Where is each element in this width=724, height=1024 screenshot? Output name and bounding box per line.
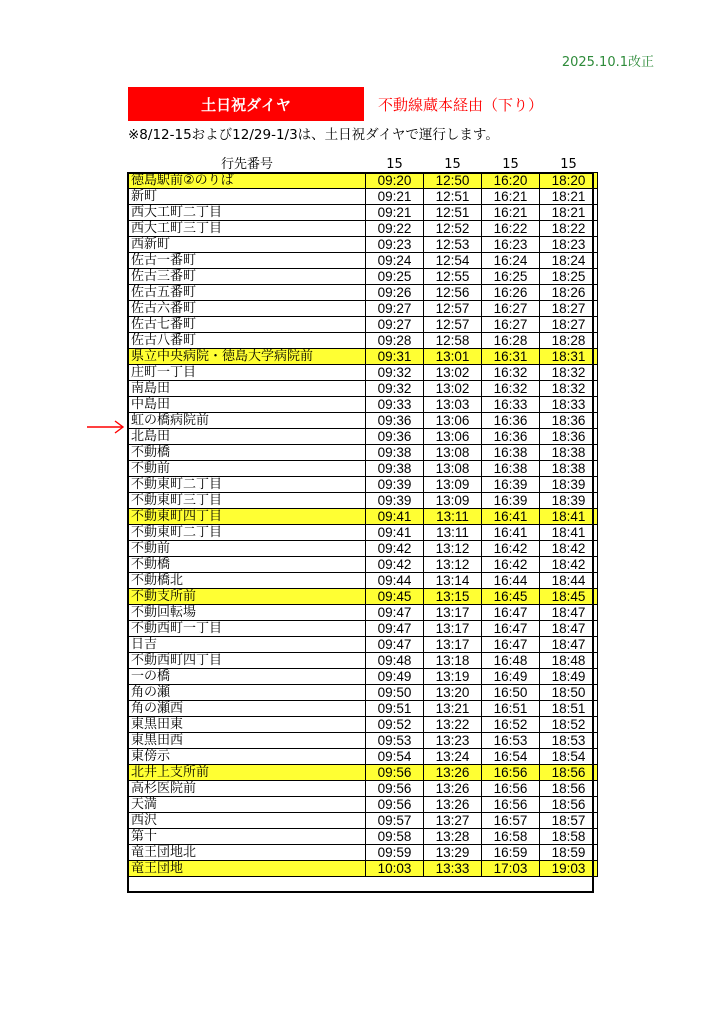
stop-name: 西大工町二丁目 — [129, 205, 366, 221]
departure-time: 16:32 — [482, 365, 540, 381]
departure-time: 13:06 — [424, 429, 482, 445]
departure-time: 18:28 — [540, 333, 598, 349]
departure-time: 18:39 — [540, 493, 598, 509]
departure-time: 12:57 — [424, 301, 482, 317]
departure-time: 13:22 — [424, 717, 482, 733]
departure-time: 16:45 — [482, 589, 540, 605]
departure-time: 17:03 — [482, 861, 540, 877]
departure-time: 16:47 — [482, 605, 540, 621]
departure-time: 09:28 — [366, 333, 424, 349]
departure-time: 09:22 — [366, 221, 424, 237]
table-row — [129, 861, 598, 877]
stop-name: 日吉 — [129, 637, 366, 653]
table-row — [129, 317, 598, 333]
departure-time: 16:22 — [482, 221, 540, 237]
departure-time: 18:21 — [540, 205, 598, 221]
departure-time: 16:42 — [482, 557, 540, 573]
departure-time: 09:38 — [366, 445, 424, 461]
schedule-type-badge: 土日祝ダイヤ — [128, 87, 364, 121]
stop-name: 佐古八番町 — [129, 333, 366, 349]
route-number: 15 — [560, 157, 577, 172]
table-row — [129, 637, 598, 653]
departure-time: 12:51 — [424, 189, 482, 205]
stop-name: 佐古三番町 — [129, 269, 366, 285]
departure-time: 16:53 — [482, 733, 540, 749]
departure-time: 18:42 — [540, 557, 598, 573]
holiday-note: ※8/12-15および12/29-1/3は、土日祝ダイヤで運行します。 — [128, 127, 499, 143]
departure-time: 09:32 — [366, 365, 424, 381]
departure-time: 18:53 — [540, 733, 598, 749]
departure-time: 18:32 — [540, 381, 598, 397]
departure-time: 12:50 — [424, 173, 482, 189]
stop-name: 虹の橋病院前 — [129, 413, 366, 429]
departure-time: 12:58 — [424, 333, 482, 349]
departure-time: 13:01 — [424, 349, 482, 365]
departure-time: 18:27 — [540, 317, 598, 333]
departure-time: 16:31 — [482, 349, 540, 365]
departure-time: 13:08 — [424, 461, 482, 477]
departure-time: 13:17 — [424, 621, 482, 637]
departure-time: 13:23 — [424, 733, 482, 749]
table-row — [129, 509, 598, 525]
table-row — [129, 669, 598, 685]
departure-time: 12:52 — [424, 221, 482, 237]
departure-time: 13:29 — [424, 845, 482, 861]
departure-time: 09:39 — [366, 493, 424, 509]
departure-time: 16:57 — [482, 813, 540, 829]
route-number-header: 行先番号 — [220, 157, 273, 172]
departure-time: 13:26 — [424, 765, 482, 781]
departure-time: 16:59 — [482, 845, 540, 861]
departure-time: 16:27 — [482, 301, 540, 317]
stop-name: 西沢 — [129, 813, 366, 829]
departure-time: 18:23 — [540, 237, 598, 253]
departure-time: 09:52 — [366, 717, 424, 733]
table-row — [129, 333, 598, 349]
stop-name: 不動東町四丁目 — [129, 509, 366, 525]
departure-time: 18:52 — [540, 717, 598, 733]
table-row — [129, 685, 598, 701]
table-row — [129, 765, 598, 781]
departure-time: 09:44 — [366, 573, 424, 589]
departure-time: 13:28 — [424, 829, 482, 845]
stop-name: 不動橋 — [129, 445, 366, 461]
departure-time: 18:51 — [540, 701, 598, 717]
departure-time: 09:56 — [366, 781, 424, 797]
departure-time: 19:03 — [540, 861, 598, 877]
departure-time: 09:32 — [366, 381, 424, 397]
departure-time: 12:55 — [424, 269, 482, 285]
route-title: 不動線蔵本経由（下り） — [378, 96, 544, 114]
table-row — [129, 845, 598, 861]
departure-time: 18:44 — [540, 573, 598, 589]
departure-time: 13:27 — [424, 813, 482, 829]
stop-name: 北島田 — [129, 429, 366, 445]
departure-time: 13:03 — [424, 397, 482, 413]
table-row — [129, 797, 598, 813]
departure-time: 13:24 — [424, 749, 482, 765]
departure-time: 09:42 — [366, 541, 424, 557]
stop-name: 中島田 — [129, 397, 366, 413]
departure-time: 16:39 — [482, 493, 540, 509]
stop-name: 西新町 — [129, 237, 366, 253]
departure-time: 16:41 — [482, 525, 540, 541]
departure-time: 12:54 — [424, 253, 482, 269]
table-row — [129, 301, 598, 317]
departure-time: 13:26 — [424, 797, 482, 813]
departure-time: 09:21 — [366, 189, 424, 205]
departure-time: 18:56 — [540, 797, 598, 813]
departure-time: 12:53 — [424, 237, 482, 253]
departure-time: 09:33 — [366, 397, 424, 413]
departure-time: 09:48 — [366, 653, 424, 669]
departure-time: 18:45 — [540, 589, 598, 605]
departure-time: 10:03 — [366, 861, 424, 877]
departure-time: 09:41 — [366, 525, 424, 541]
stop-name: 角の瀬 — [129, 685, 366, 701]
departure-time: 09:36 — [366, 413, 424, 429]
departure-time: 18:38 — [540, 461, 598, 477]
departure-time: 09:23 — [366, 237, 424, 253]
departure-time: 18:20 — [540, 173, 598, 189]
departure-time: 16:36 — [482, 413, 540, 429]
departure-time: 09:25 — [366, 269, 424, 285]
departure-time: 13:12 — [424, 541, 482, 557]
departure-time: 16:21 — [482, 189, 540, 205]
departure-time: 18:36 — [540, 413, 598, 429]
departure-time: 09:47 — [366, 637, 424, 653]
table-row — [129, 237, 598, 253]
departure-time: 16:25 — [482, 269, 540, 285]
stop-name: 佐古一番町 — [129, 253, 366, 269]
departure-time: 16:38 — [482, 461, 540, 477]
table-row — [129, 541, 598, 557]
departure-time: 12:51 — [424, 205, 482, 221]
departure-time: 16:51 — [482, 701, 540, 717]
table-row — [129, 253, 598, 269]
departure-time: 09:47 — [366, 621, 424, 637]
departure-time: 09:41 — [366, 509, 424, 525]
stop-name: 佐古五番町 — [129, 285, 366, 301]
departure-time: 09:21 — [366, 205, 424, 221]
departure-time: 16:56 — [482, 781, 540, 797]
departure-time: 16:26 — [482, 285, 540, 301]
departure-time: 13:17 — [424, 637, 482, 653]
stop-name: 東黒田東 — [129, 717, 366, 733]
table-row — [129, 733, 598, 749]
departure-time: 09:59 — [366, 845, 424, 861]
departure-time: 18:25 — [540, 269, 598, 285]
stop-name: 不動東町二丁目 — [129, 525, 366, 541]
stop-name: 不動前 — [129, 461, 366, 477]
departure-time: 13:33 — [424, 861, 482, 877]
departure-time: 18:54 — [540, 749, 598, 765]
table-row — [129, 349, 598, 365]
departure-time: 09:45 — [366, 589, 424, 605]
departure-time: 13:26 — [424, 781, 482, 797]
departure-time: 09:49 — [366, 669, 424, 685]
table-row — [129, 701, 598, 717]
departure-time: 18:31 — [540, 349, 598, 365]
departure-time: 13:14 — [424, 573, 482, 589]
table-row — [129, 621, 598, 637]
stop-name: 南島田 — [129, 381, 366, 397]
departure-time: 09:42 — [366, 557, 424, 573]
table-row — [129, 269, 598, 285]
departure-time: 13:08 — [424, 445, 482, 461]
departure-time: 09:56 — [366, 797, 424, 813]
table-row — [129, 397, 598, 413]
stop-name: 徳島駅前②のりば — [129, 173, 366, 189]
departure-time: 16:47 — [482, 637, 540, 653]
departure-time: 16:42 — [482, 541, 540, 557]
departure-time: 09:39 — [366, 477, 424, 493]
table-row — [129, 413, 598, 429]
table-row — [129, 189, 598, 205]
stop-name: 高杉医院前 — [129, 781, 366, 797]
departure-time: 13:12 — [424, 557, 482, 573]
table-row — [129, 205, 598, 221]
departure-time: 16:50 — [482, 685, 540, 701]
departure-time: 09:26 — [366, 285, 424, 301]
departure-time: 18:27 — [540, 301, 598, 317]
departure-time: 13:19 — [424, 669, 482, 685]
departure-time: 09:54 — [366, 749, 424, 765]
timetable-header-row — [129, 157, 598, 173]
departure-time: 09:20 — [366, 173, 424, 189]
departure-time: 09:58 — [366, 829, 424, 845]
stop-name: 不動西町一丁目 — [129, 621, 366, 637]
departure-time: 09:47 — [366, 605, 424, 621]
departure-time: 16:47 — [482, 621, 540, 637]
departure-time: 16:41 — [482, 509, 540, 525]
stop-name: 天満 — [129, 797, 366, 813]
table-row — [129, 781, 598, 797]
departure-time: 09:50 — [366, 685, 424, 701]
departure-time: 09:31 — [366, 349, 424, 365]
table-row — [129, 557, 598, 573]
stop-name: 佐古七番町 — [129, 317, 366, 333]
departure-time: 16:28 — [482, 333, 540, 349]
timetable-body — [129, 173, 598, 877]
table-row — [129, 605, 598, 621]
table-row — [129, 365, 598, 381]
table-row — [129, 653, 598, 669]
departure-time: 16:52 — [482, 717, 540, 733]
stop-name: 東傍示 — [129, 749, 366, 765]
departure-time: 13:02 — [424, 381, 482, 397]
table-row — [129, 477, 598, 493]
departure-time: 16:27 — [482, 317, 540, 333]
departure-time: 18:49 — [540, 669, 598, 685]
departure-time: 09:36 — [366, 429, 424, 445]
departure-time: 16:44 — [482, 573, 540, 589]
stop-name: 竜王団地北 — [129, 845, 366, 861]
route-number: 15 — [502, 157, 519, 172]
departure-time: 16:38 — [482, 445, 540, 461]
stop-name: 庄町一丁目 — [129, 365, 366, 381]
departure-time: 09:27 — [366, 301, 424, 317]
departure-time: 16:56 — [482, 797, 540, 813]
departure-time: 09:56 — [366, 765, 424, 781]
stop-name: 不動東町二丁目 — [129, 477, 366, 493]
table-row — [129, 221, 598, 237]
stop-name: 新町 — [129, 189, 366, 205]
table-row — [129, 173, 598, 189]
departure-time: 09:24 — [366, 253, 424, 269]
table-row — [129, 381, 598, 397]
revision-date: 2025.10.1改正 — [561, 55, 654, 70]
departure-time: 13:21 — [424, 701, 482, 717]
departure-time: 18:56 — [540, 781, 598, 797]
departure-time: 18:42 — [540, 541, 598, 557]
stop-name: 東黒田西 — [129, 733, 366, 749]
stop-name: 不動回転場 — [129, 605, 366, 621]
departure-time: 18:21 — [540, 189, 598, 205]
departure-time: 09:57 — [366, 813, 424, 829]
stop-name: 第十 — [129, 829, 366, 845]
departure-time: 18:22 — [540, 221, 598, 237]
departure-time: 09:27 — [366, 317, 424, 333]
departure-time: 13:09 — [424, 493, 482, 509]
table-row — [129, 493, 598, 509]
departure-time: 16:48 — [482, 653, 540, 669]
departure-time: 16:21 — [482, 205, 540, 221]
departure-time: 16:36 — [482, 429, 540, 445]
departure-time: 09:38 — [366, 461, 424, 477]
stop-name: 角の瀬西 — [129, 701, 366, 717]
departure-time: 16:54 — [482, 749, 540, 765]
departure-time: 18:41 — [540, 525, 598, 541]
table-row — [129, 525, 598, 541]
stop-name: 不動橋北 — [129, 573, 366, 589]
departure-time: 13:15 — [424, 589, 482, 605]
departure-time: 16:24 — [482, 253, 540, 269]
departure-time: 16:39 — [482, 477, 540, 493]
table-row — [129, 813, 598, 829]
departure-time: 13:20 — [424, 685, 482, 701]
stop-name: 不動橋 — [129, 557, 366, 573]
departure-time: 18:47 — [540, 621, 598, 637]
departure-time: 09:51 — [366, 701, 424, 717]
departure-time: 18:33 — [540, 397, 598, 413]
departure-time: 16:23 — [482, 237, 540, 253]
departure-time: 18:59 — [540, 845, 598, 861]
route-number: 15 — [444, 157, 461, 172]
departure-time: 18:56 — [540, 765, 598, 781]
departure-time: 16:20 — [482, 173, 540, 189]
departure-time: 18:39 — [540, 477, 598, 493]
departure-time: 16:56 — [482, 765, 540, 781]
stop-name: 北井上支所前 — [129, 765, 366, 781]
departure-time: 16:32 — [482, 381, 540, 397]
stop-name: 佐古六番町 — [129, 301, 366, 317]
departure-time: 18:26 — [540, 285, 598, 301]
departure-time: 13:06 — [424, 413, 482, 429]
table-row — [129, 461, 598, 477]
departure-time: 18:48 — [540, 653, 598, 669]
departure-time: 13:09 — [424, 477, 482, 493]
departure-time: 13:11 — [424, 525, 482, 541]
stop-name: 不動前 — [129, 541, 366, 557]
right-arrow-icon — [86, 419, 126, 435]
stop-name: 竜王団地 — [129, 861, 366, 877]
stop-name: 不動支所前 — [129, 589, 366, 605]
stop-name: 県立中央病院・徳島大学病院前 — [129, 349, 366, 365]
table-row — [129, 445, 598, 461]
table-row — [129, 717, 598, 733]
departure-time: 12:56 — [424, 285, 482, 301]
route-number: 15 — [386, 157, 403, 172]
departure-time: 13:18 — [424, 653, 482, 669]
departure-time: 18:57 — [540, 813, 598, 829]
table-row — [129, 429, 598, 445]
timetable — [128, 157, 598, 877]
table-row — [129, 285, 598, 301]
table-row — [129, 573, 598, 589]
departure-time: 18:47 — [540, 605, 598, 621]
departure-time: 18:58 — [540, 829, 598, 845]
departure-time: 18:36 — [540, 429, 598, 445]
table-row — [129, 829, 598, 845]
stop-name: 一の橋 — [129, 669, 366, 685]
departure-time: 16:49 — [482, 669, 540, 685]
departure-time: 09:53 — [366, 733, 424, 749]
table-row — [129, 589, 598, 605]
departure-time: 16:33 — [482, 397, 540, 413]
departure-time: 18:47 — [540, 637, 598, 653]
departure-time: 13:02 — [424, 365, 482, 381]
departure-time: 13:11 — [424, 509, 482, 525]
departure-time: 18:41 — [540, 509, 598, 525]
stop-name: 不動西町四丁目 — [129, 653, 366, 669]
departure-time: 12:57 — [424, 317, 482, 333]
departure-time: 18:32 — [540, 365, 598, 381]
departure-time: 16:58 — [482, 829, 540, 845]
departure-time: 18:24 — [540, 253, 598, 269]
table-row — [129, 749, 598, 765]
stop-name: 西大工町三丁目 — [129, 221, 366, 237]
departure-time: 18:50 — [540, 685, 598, 701]
departure-time: 13:17 — [424, 605, 482, 621]
departure-time: 18:38 — [540, 445, 598, 461]
stop-name: 不動東町三丁目 — [129, 493, 366, 509]
